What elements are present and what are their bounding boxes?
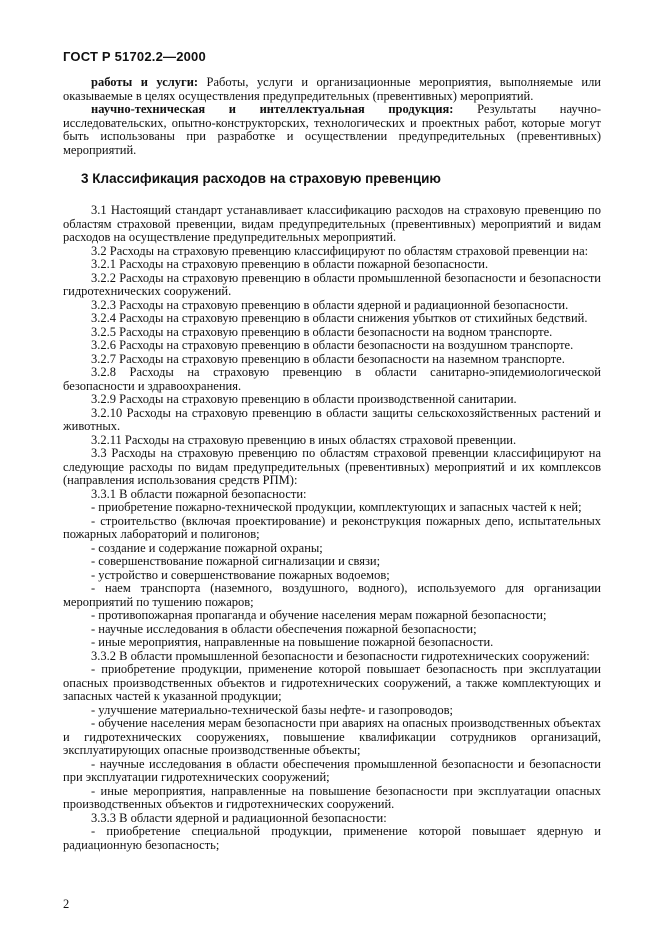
list-item: - иные мероприятия, направленные на повышение безопасности при эксплуатации опасных производственных объектов и гидротехнических сооружений. <box>63 783 601 811</box>
list-item: - наем транспорта (наземного, воздушного, водного), используемого для организации мероприятий по тушению пожаров; <box>63 581 601 609</box>
body-paragraph: 3.2.11 Расходы на страховую превенцию в иных областях страховой превенции. <box>91 432 517 447</box>
list-item: - научные исследования в области обеспечения пожарной безопасности; <box>91 621 477 636</box>
body-paragraph: 3.2.9 Расходы на страховую превенцию в области производственной санитарии. <box>91 392 517 406</box>
list-item: - приобретение пожарно-технической продукции, комплектующих и запасных частей к ней; <box>91 500 582 514</box>
body-paragraph: 3.3.1 В области пожарной безопасности: <box>91 486 307 501</box>
body-paragraph: 3.2 Расходы на страховую превенцию классифицируют по областям страховой превенции на: <box>91 243 589 258</box>
list-item: - противопожарная пропаганда и обучение населения мерам пожарной безопасности; <box>91 608 547 622</box>
body-paragraph: 3.2.3 Расходы на страховую превенцию в области ядерной и радиационной безопасности. <box>91 297 569 312</box>
page-number: 2 <box>63 897 70 911</box>
definition-text: Результаты научно-исследовательских, опытно-конструкторских, технологических и проектных работ, которые могут быть использованы при разработке и осуществлении предупредительных (превентивных) мероприятий. <box>63 102 601 157</box>
definition-text: Работы, услуги и организационные мероприятия, выполняемые или оказываемые в целях осуществления предупредительных (превентивных) мероприятий. <box>63 75 601 103</box>
body-paragraph: 3.2.6 Расходы на страховую превенцию в области безопасности на воздушном транспорте. <box>91 338 574 352</box>
list-item: - улучшение материально-технической базы нефте- и газопроводов; <box>91 702 453 717</box>
list-item: - иные мероприятия, направленные на повышение пожарной безопасности. <box>91 635 494 649</box>
list-item: - научные исследования в области обеспечения промышленной безопасности и безопасности при эксплуатации гидротехнических сооружений; <box>63 756 601 784</box>
list-item: - приобретение специальной продукции, применение которой повышает ядерную и радиационную безопасность; <box>63 824 601 852</box>
document-header: ГОСТ Р 51702.2—2000 <box>63 49 206 64</box>
list-item: - обучение населения мерам безопасности при авариях на опасных производственных объектах и гидротехнических сооружениях, повышение квалификации сотрудников организаций, эксплуатирующих опасные производственные объекты; <box>63 716 601 757</box>
body-paragraph: 3.2.2 Расходы на страховую превенцию в области промышленной безопасности и безопасности гидротехнических сооружений. <box>63 270 601 298</box>
list-item: - строительство (включая проектирование) и реконструкция пожарных депо, испытательных пожарных лабораторий и полигонов; <box>63 513 601 541</box>
list-item: - создание и содержание пожарной охраны; <box>91 540 323 555</box>
body-paragraph: 3.3 Расходы на страховую превенцию по областям страховой превенции классифицируют на следующие расходы по видам предупредительных (превентивных) мероприятий и их комплексов (направления использования средств РПМ): <box>63 446 601 487</box>
body-paragraph: 3.2.5 Расходы на страховую превенцию в области безопасности на водном транспорте. <box>91 324 553 339</box>
body-paragraph: 3.2.10 Расходы на страховую превенцию в области защиты сельскохозяйственных растений и животных. <box>63 405 601 433</box>
definition-term: научно-техническая и интеллектуальная продукция: <box>91 102 454 116</box>
definition-paragraph <box>63 103 601 157</box>
document-body <box>63 76 601 852</box>
definition-term: работы и услуги: <box>91 75 199 89</box>
list-item: - устройство и совершенствование пожарных водоемов; <box>91 567 390 582</box>
body-paragraph: 3.3.2 В области промышленной безопасности и безопасности гидротехнических сооружений: <box>91 648 590 663</box>
body-paragraph: 3.2.8 Расходы на страховую превенцию в области санитарно-эпидемиологической безопасности и здравоохранения. <box>63 365 601 393</box>
definition-paragraph <box>63 76 601 103</box>
section-heading: 3 Классификация расходов на страховую превенцию <box>81 171 441 186</box>
body-paragraph: 3.2.7 Расходы на страховую превенцию в области безопасности на наземном транспорте. <box>91 351 565 366</box>
body-paragraph: 3.1 Настоящий стандарт устанавливает классификацию расходов на страховую превенцию по областям страховой превенции, видам предупредительных (превентивных) мероприятий и видам расходов на осуществление предупредительных мероприятий. <box>63 203 601 244</box>
body-paragraph: 3.3.3 В области ядерной и радиационной безопасности: <box>91 810 387 825</box>
list-item: - приобретение продукции, применение которой повышает безопасность при эксплуатации опасных производственных объектов и гидротехнических сооружений, а также комплектующих и запасных частей к указанной продукции; <box>63 662 601 703</box>
body-paragraph: 3.2.1 Расходы на страховую превенцию в области пожарной безопасности. <box>91 257 489 271</box>
list-item: - совершенствование пожарной сигнализации и связи; <box>91 554 381 568</box>
body-paragraph: 3.2.4 Расходы на страховую превенцию в области снижения убытков от стихийных бедствий. <box>91 311 588 325</box>
